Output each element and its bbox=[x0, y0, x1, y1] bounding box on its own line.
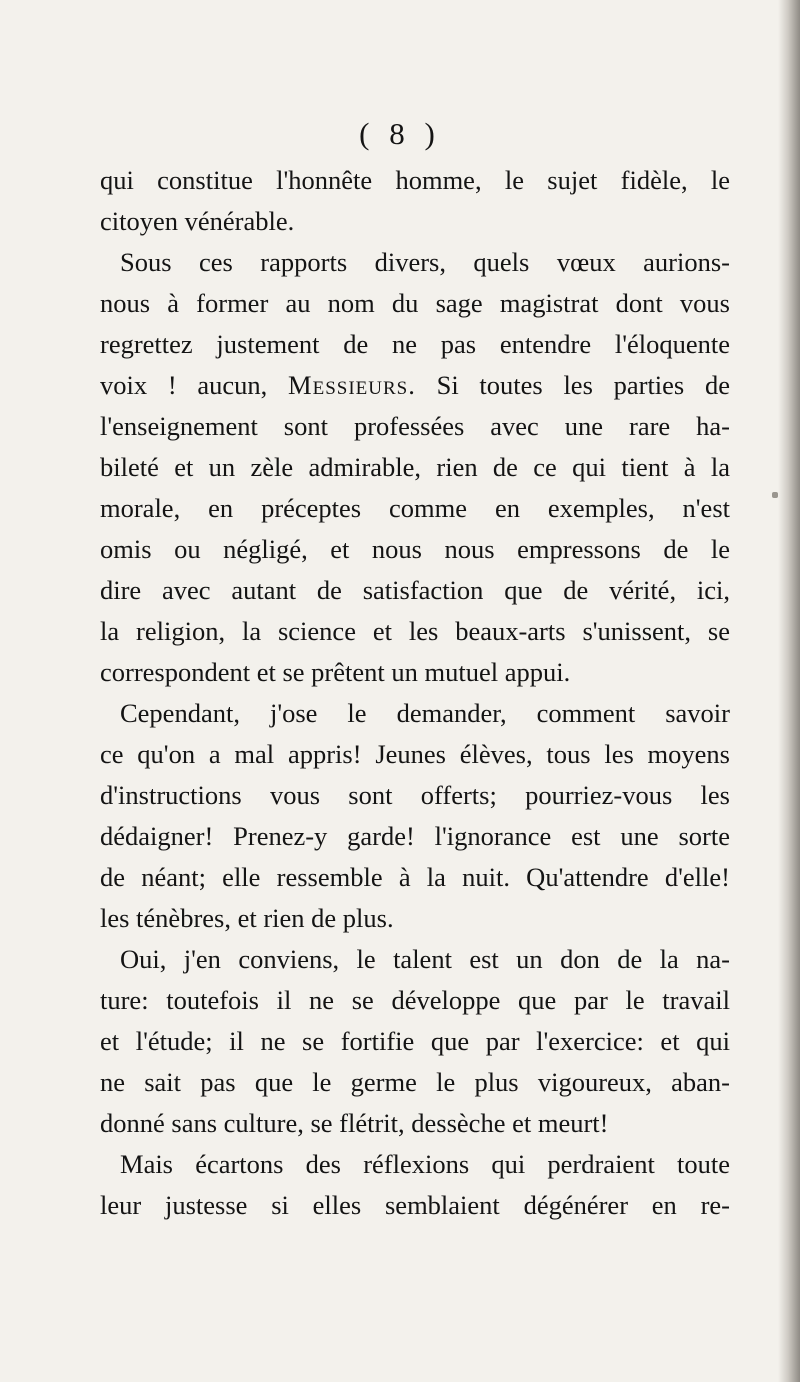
text-line: d'instructions vous sont offerts; pourriez-vous les bbox=[100, 780, 730, 810]
text-line: ture: toutefois il ne se développe que par le travail bbox=[100, 985, 730, 1015]
text-line: les ténèbres, et rien de plus. bbox=[100, 903, 394, 933]
text-line: qui constitue l'honnête homme, le sujet fidèle, le bbox=[100, 165, 730, 195]
text-line: regrettez justement de ne pas entendre l'éloquente bbox=[100, 329, 730, 359]
body-text bbox=[100, 160, 730, 1226]
text-line: ne sait pas que le germe le plus vigoureux, aban- bbox=[100, 1067, 730, 1097]
paragraph-first-line: Oui, j'en conviens, le talent est un don de la na- bbox=[120, 944, 730, 974]
text-line: dédaigner! Prenez-y garde! l'ignorance est une sorte bbox=[100, 821, 730, 851]
text-line: la religion, la science et les beaux-arts s'unissent, se bbox=[100, 616, 730, 646]
text-line: de néant; elle ressemble à la nuit. Qu'attendre d'elle! bbox=[100, 862, 730, 892]
address-messieurs: Messieurs. bbox=[288, 370, 416, 400]
text-line: morale, en préceptes comme en exemples, n'est bbox=[100, 493, 730, 523]
text-line: leur justesse si elles semblaient dégénérer en re- bbox=[100, 1190, 730, 1220]
text-line: donné sans culture, se flétrit, dessèche et meurt! bbox=[100, 1108, 609, 1138]
ink-speck bbox=[772, 492, 778, 498]
paragraph-first-line: Mais écartons des réflexions qui perdraient toute bbox=[120, 1149, 730, 1179]
text-line: l'enseignement sont professées avec une rare ha- bbox=[100, 411, 730, 441]
text-line: omis ou négligé, et nous nous empressons de le bbox=[100, 534, 730, 564]
paragraph-first-line: Cependant, j'ose le demander, comment savoir bbox=[120, 698, 730, 728]
text-line: bileté et un zèle admirable, rien de ce qui tient à la bbox=[100, 452, 730, 482]
text-run: Si toutes les parties de bbox=[415, 370, 730, 400]
paragraph-first-line: Sous ces rapports divers, quels vœux aurions- bbox=[120, 247, 730, 277]
page-edge-shadow bbox=[778, 0, 800, 1382]
text-line: et l'étude; il ne se fortifie que par l'exercice: et qui bbox=[100, 1026, 730, 1056]
page-number: ( 8 ) bbox=[359, 116, 441, 151]
text-line: citoyen vénérable. bbox=[100, 206, 295, 236]
text-line: nous à former au nom du sage magistrat dont vous bbox=[100, 288, 730, 318]
text-line-with-address bbox=[100, 365, 730, 406]
text-line: dire avec autant de satisfaction que de vérité, ici, bbox=[100, 575, 730, 605]
text-run: voix ! aucun, bbox=[100, 370, 289, 400]
text-line: correspondent et se prêtent un mutuel appui. bbox=[100, 657, 571, 687]
text-line: ce qu'on a mal appris! Jeunes élèves, tous les moyens bbox=[100, 739, 730, 769]
